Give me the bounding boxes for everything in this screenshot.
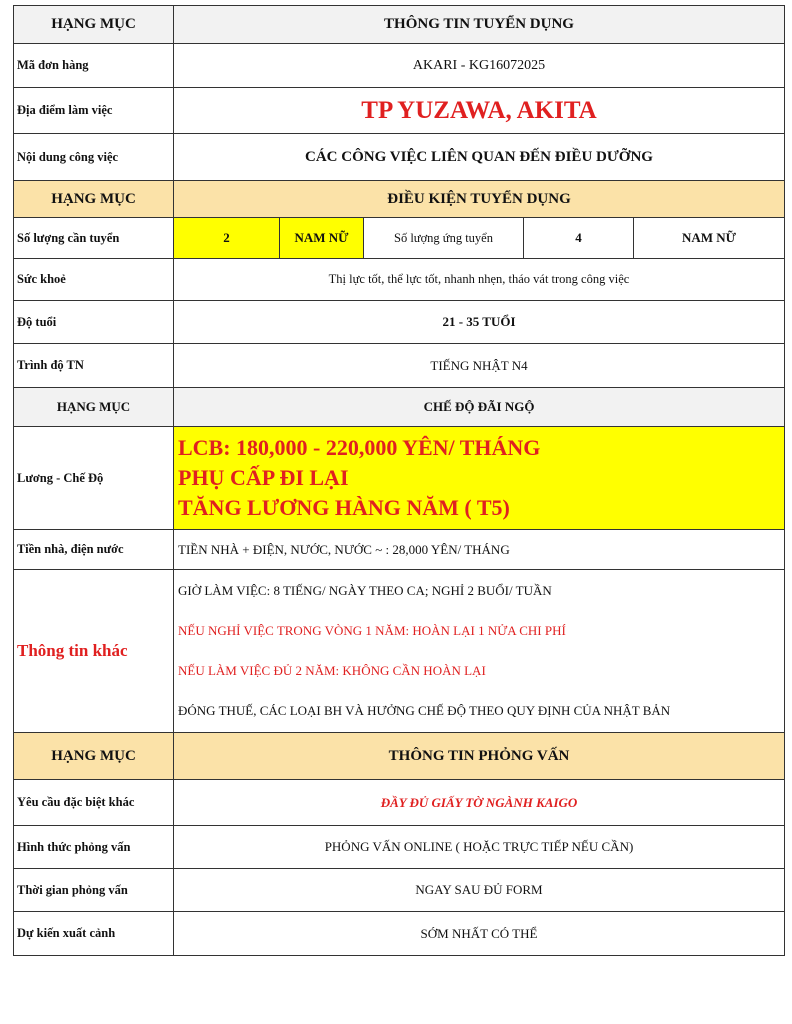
interview-form-label: Hình thức phỏng vấn bbox=[14, 826, 174, 869]
order-label: Mã đơn hàng bbox=[14, 44, 174, 88]
other-line: NẾU NGHỈ VIỆC TRONG VÒNG 1 NĂM: HOÀN LẠI 1 NỬA CHI PHÍ bbox=[178, 623, 566, 638]
other-line: GIỜ LÀM VIỆC: 8 TIẾNG/ NGÀY THEO CA; NGHỈ 2 BUỔI/ TUẦN bbox=[178, 583, 552, 598]
interview-time-value: NGAY SAU ĐỦ FORM bbox=[174, 869, 785, 912]
other-label: Thông tin khác bbox=[14, 570, 174, 733]
header-title: THÔNG TIN TUYỂN DỤNG bbox=[174, 6, 785, 44]
row-quantity bbox=[14, 218, 785, 259]
row-age bbox=[14, 301, 785, 344]
quantity-label: Số lượng cần tuyển bbox=[14, 218, 174, 259]
row-housing bbox=[14, 530, 785, 570]
departure-label: Dự kiến xuất cảnh bbox=[14, 912, 174, 956]
row-salary bbox=[14, 427, 785, 530]
applicants-gender: NAM NỮ bbox=[634, 218, 785, 259]
header-title: CHẾ ĐỘ ĐÃI NGỘ bbox=[174, 388, 785, 427]
quantity-gender: NAM NỮ bbox=[280, 218, 364, 259]
row-health bbox=[14, 259, 785, 301]
header-category: HẠNG MỤC bbox=[14, 733, 174, 780]
header-interview-info bbox=[14, 733, 785, 780]
salary-raise: TĂNG LƯƠNG HÀNG NĂM ( T5) bbox=[178, 495, 510, 520]
applicants-label: Số lượng ứng tuyển bbox=[364, 218, 524, 259]
health-value: Thị lực tốt, thể lực tốt, nhanh nhẹn, tháo vát trong công việc bbox=[174, 259, 785, 301]
header-title: THÔNG TIN PHỎNG VẤN bbox=[174, 733, 785, 780]
education-label: Trình độ TN bbox=[14, 344, 174, 388]
special-value: ĐẦY ĐỦ GIẤY TỜ NGÀNH KAIGO bbox=[174, 780, 785, 826]
education-value: TIẾNG NHẬT N4 bbox=[174, 344, 785, 388]
header-category: HẠNG MỤC bbox=[14, 6, 174, 44]
row-education bbox=[14, 344, 785, 388]
job-value: CÁC CÔNG VIỆC LIÊN QUAN ĐẾN ĐIỀU DƯỠNG bbox=[174, 134, 785, 181]
job-info-table bbox=[13, 5, 785, 956]
order-value: AKARI - KG16072025 bbox=[174, 44, 785, 88]
interview-time-label: Thời gian phỏng vấn bbox=[14, 869, 174, 912]
row-location bbox=[14, 88, 785, 134]
row-special-requirements bbox=[14, 780, 785, 826]
location-value: TP YUZAWA, AKITA bbox=[174, 88, 785, 134]
header-category: HẠNG MỤC bbox=[14, 181, 174, 218]
row-departure bbox=[14, 912, 785, 956]
other-line: ĐÓNG THUẾ, CÁC LOẠI BH VÀ HƯỞNG CHẾ ĐỘ THEO QUY ĐỊNH CỦA NHẬT BẢN bbox=[178, 703, 671, 718]
header-benefits bbox=[14, 388, 785, 427]
special-label: Yêu cầu đặc biệt khác bbox=[14, 780, 174, 826]
health-label: Sức khoẻ bbox=[14, 259, 174, 301]
header-recruitment-info bbox=[14, 6, 785, 44]
other-value bbox=[174, 570, 785, 733]
interview-form-value: PHỎNG VẤN ONLINE ( HOẶC TRỰC TIẾP NẾU CẦN) bbox=[174, 826, 785, 869]
housing-label: Tiền nhà, điện nước bbox=[14, 530, 174, 570]
header-category: HẠNG MỤC bbox=[14, 388, 174, 427]
row-interview-time bbox=[14, 869, 785, 912]
departure-value: SỚM NHẤT CÓ THỂ bbox=[174, 912, 785, 956]
salary-label: Lương - Chế Độ bbox=[14, 427, 174, 530]
row-other-info bbox=[14, 570, 785, 733]
other-line: NẾU LÀM VIỆC ĐỦ 2 NĂM: KHÔNG CẦN HOÀN LẠI bbox=[178, 663, 486, 678]
salary-value bbox=[174, 427, 785, 530]
row-job-content bbox=[14, 134, 785, 181]
age-label: Độ tuổi bbox=[14, 301, 174, 344]
quantity-count: 2 bbox=[174, 218, 280, 259]
age-value: 21 - 35 TUỔI bbox=[174, 301, 785, 344]
header-title: ĐIỀU KIỆN TUYỂN DỤNG bbox=[174, 181, 785, 218]
row-order-code bbox=[14, 44, 785, 88]
salary-allowance: PHỤ CẤP ĐI LẠI bbox=[178, 465, 349, 490]
location-label: Địa điểm làm việc bbox=[14, 88, 174, 134]
row-interview-form bbox=[14, 826, 785, 869]
salary-base: LCB: 180,000 - 220,000 YÊN/ THÁNG bbox=[178, 435, 541, 460]
housing-value: TIỀN NHÀ + ĐIỆN, NƯỚC, NƯỚC ~ : 28,000 YÊN/ THÁNG bbox=[174, 530, 785, 570]
applicants-count: 4 bbox=[524, 218, 634, 259]
header-recruitment-conditions bbox=[14, 181, 785, 218]
job-label: Nội dung công việc bbox=[14, 134, 174, 181]
